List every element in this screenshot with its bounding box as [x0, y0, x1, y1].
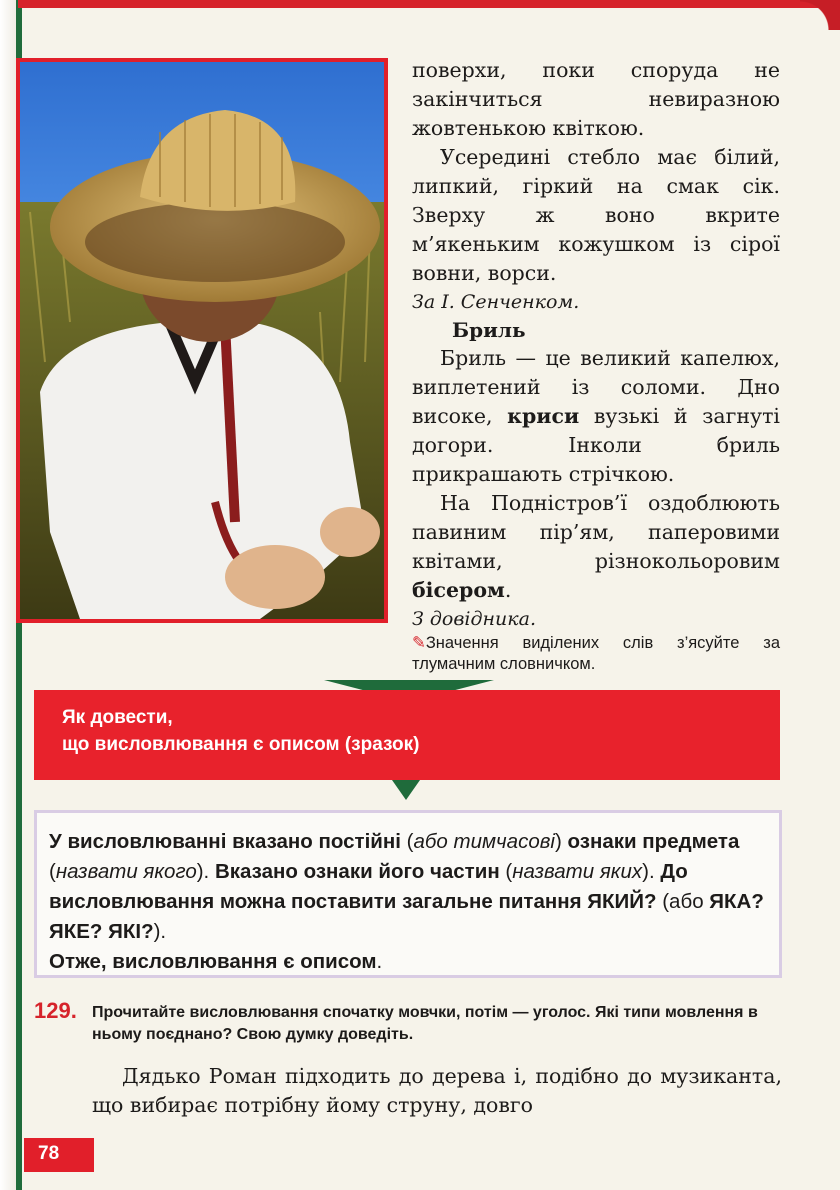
right-text-column — [412, 56, 780, 675]
paragraph-bryl-definition: Бриль — це великий капелюх, виплетений із соломи. Дно високе, криси вузькі й загнуті догори. Інколи бриль прикрашають стрічкою. — [412, 346, 780, 486]
banner-line-2: що висловлювання є описом (зразок) — [62, 734, 420, 755]
banner-line-1: Як довести, — [62, 707, 173, 728]
highlighted-word-krysy: криси — [507, 404, 580, 428]
paragraph-podnistrovia: На Подністров’ї оздоблюють павиним пір’ям, паперовими квітами, різнокольоровим бісером. — [412, 491, 780, 602]
rule-box: У висловлюванні вказано постійні (або тимчасові) ознаки предмета (назвати якого). Вказано ознаки його частин (назвати яких). До висловлювання можна поставити загальне питання ЯКИЙ? (або ЯКА? ЯКЕ? ЯКІ?). Отже, висловлювання є описом. — [34, 810, 782, 978]
vocabulary-note: ✎Значення виділених слів з’ясуйте за тлумачним словничком. — [412, 634, 780, 673]
exercise-task: Прочитайте висловлювання спочатку мовчки, потім — уголос. Які типи мовлення в ньому поєднано? Свою думку доведіть. — [92, 1004, 758, 1043]
pencil-icon: ✎ — [412, 634, 426, 652]
page-number: 78 — [24, 1138, 94, 1172]
section-banner — [34, 690, 780, 780]
banner-triangle-bottom — [392, 780, 420, 800]
attribution-dovidnyk: З довідника. — [412, 608, 537, 630]
page-gutter — [0, 0, 16, 1190]
page-corner — [800, 0, 840, 30]
photo-boy-in-straw-hat — [16, 58, 388, 623]
text-heading-bryl: Бриль — [452, 318, 526, 342]
highlighted-word-biser: бісером — [412, 578, 505, 602]
paragraph-stem: Усередині стебло має білий, липкий, гіркий на смак сік. Зверху ж воно вкрите м’якеньким кожушком із сірої вовни, ворси. — [412, 145, 780, 285]
attribution-senchenko: За І. Сенченком. — [412, 291, 580, 313]
top-red-border — [18, 0, 840, 8]
paragraph-continuation: поверхи, поки споруда не закінчиться невиразною жовтенькою квіткою. — [412, 58, 780, 140]
exercise-number: 129. — [34, 998, 77, 1023]
exercise-text: Дядько Роман підходить до дерева і, подібно до музиканта, що вибирає потрібну йому струну, довго — [92, 1064, 782, 1117]
